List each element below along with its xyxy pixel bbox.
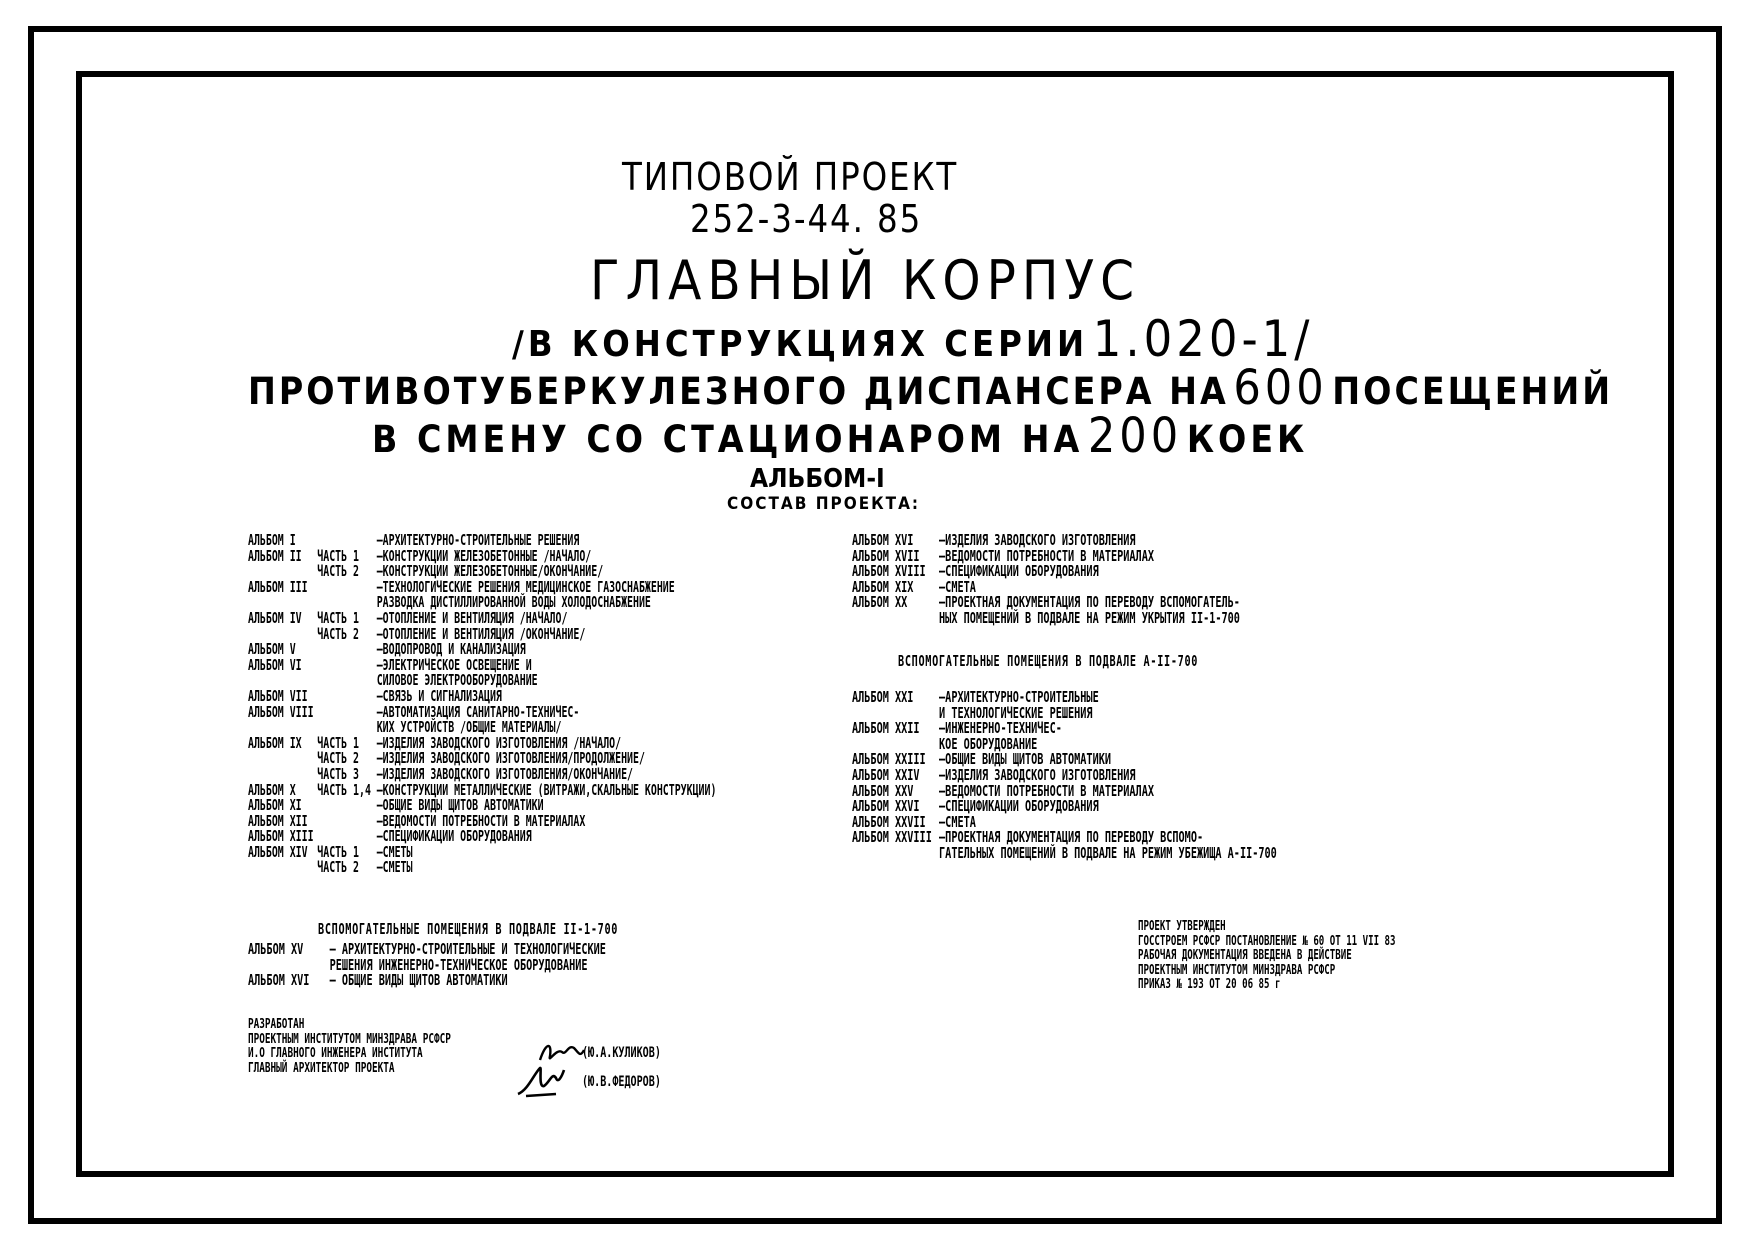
album-title: —АРХИТЕКТУРНО-СТРОИТЕЛЬНЫЕ РЕШЕНИЯ [376, 531, 580, 549]
album-title: —ОТОПЛЕНИЕ И ВЕНТИЛЯЦИЯ /НАЧАЛО/ [376, 608, 568, 627]
building-title: ГЛАВНЫЙ КОРПУС [590, 249, 1141, 312]
album-title: —ВЕДОМОСТИ ПОТРЕБНОСТИ В МАТЕРИАЛАХ [939, 781, 1154, 800]
album-title: —АРХИТЕКТУРНО-СТРОИТЕЛЬНЫЕ [939, 688, 1099, 706]
album-part: ЧАСТЬ 2 [317, 858, 360, 877]
project-type-heading: ТИПОВОЙ ПРОЕКТ [622, 155, 959, 199]
album-part: ЧАСТЬ 2 [317, 749, 360, 768]
album-title: —ПРОЕКТНАЯ ДОКУМЕНТАЦИЯ ПО ПЕРЕВОДУ ВСПОМО- [939, 828, 1204, 847]
album-part [317, 705, 376, 721]
list-item [852, 721, 1277, 737]
album-number [248, 860, 317, 876]
album-title: —ИЗДЕЛИЯ ЗАВОДСКОГО ИЗГОТОВЛЕНИЯ [939, 531, 1136, 549]
album-part: ЧАСТЬ 1 [317, 842, 360, 861]
subtitle-2a: В СМЕНУ СО СТАЦИОНАРОМ НА [372, 418, 1084, 461]
list-item [852, 843, 1277, 862]
developed-line: РАЗРАБОТАН [248, 1017, 305, 1032]
album-number: АЛЬБОМ VI [248, 655, 302, 674]
subtitle-1a: ПРОТИВОТУБЕРКУЛЕЗНОГО ДИСПАНСЕРА НА [248, 370, 1229, 413]
album-part [317, 798, 376, 814]
visits-count: 600 [1233, 360, 1328, 416]
developed-line: ГЛАВНЫЙ АРХИТЕКТОР ПРОЕКТА [248, 1060, 395, 1076]
album-number: АЛЬБОМ XXVIII [852, 828, 932, 847]
album-number: АЛЬБОМ XXVI [852, 797, 920, 816]
album-number: АЛЬБОМ IV [248, 608, 302, 627]
album-part: ЧАСТЬ 1 [317, 733, 360, 752]
album-number: АЛЬБОМ IX [248, 733, 302, 752]
album-title: —АВТОМАТИЗАЦИЯ САНИТАРНО-ТЕХНИЧЕС- [376, 702, 580, 721]
series-line [512, 310, 1314, 368]
album-part: ЧАСТЬ 1 [317, 546, 360, 565]
signature-2 [512, 1060, 574, 1102]
signatory-2: (Ю.В.ФЕДОРОВ) [582, 1074, 661, 1090]
approval-block [1138, 920, 1396, 993]
album-number: АЛЬБОМ V [248, 640, 296, 659]
list-item [248, 860, 716, 876]
album-title: —СПЕЦИФИКАЦИИ ОБОРУДОВАНИЯ [939, 797, 1099, 816]
subtitle-line-1 [248, 360, 1614, 416]
album-title: —ИЗДЕЛИЯ ЗАВОДСКОГО ИЗГОТОВЛЕНИЯ /НАЧАЛО/ [376, 733, 622, 752]
album-title: —ИЗДЕЛИЯ ЗАВОДСКОГО ИЗГОТОВЛЕНИЯ [939, 765, 1136, 784]
project-number: 252-3-44. 85 [690, 197, 923, 241]
album-number: АЛЬБОМ XXII [852, 719, 920, 738]
subtitle-1b: ПОСЕЩЕНИЙ [1332, 370, 1614, 413]
album-part [317, 814, 376, 830]
album-number: АЛЬБОМ VII [248, 686, 308, 705]
album-title: —СПЕЦИФИКАЦИИ ОБОРУДОВАНИЯ [939, 562, 1099, 581]
album-title: —ВЕДОМОСТИ ПОТРЕБНОСТИ В МАТЕРИАЛАХ [939, 546, 1154, 565]
composition-heading: СОСТАВ ПРОЕКТА: [727, 494, 921, 514]
album-title: —ВЕДОМОСТИ ПОТРЕБНОСТИ В МАТЕРИАЛАХ [376, 811, 586, 830]
album-label: АЛЬБОМ-I [750, 464, 885, 494]
album-title: —СПЕЦИФИКАЦИИ ОБОРУДОВАНИЯ [376, 827, 532, 846]
album-number: АЛЬБОМ XXIII [852, 750, 926, 769]
album-part [317, 658, 376, 674]
album-number: АЛЬБОМ XIV [248, 842, 308, 861]
album-title: КОЕ ОБОРУДОВАНИЕ [939, 734, 1038, 753]
album-title: —ОБЩИЕ ВИДЫ ЩИТОВ АВТОМАТИКИ [939, 750, 1111, 769]
album-part [317, 642, 376, 658]
album-title: СИЛОВОЕ ЭЛЕКТРООБОРУДОВАНИЕ [376, 671, 538, 690]
album-number: АЛЬБОМ VIII [248, 702, 314, 721]
album-number: АЛЬБОМ XXV [852, 781, 914, 800]
album-title: —ЭЛЕКТРИЧЕСКОЕ ОСВЕЩЕНИЕ И [376, 655, 532, 674]
developed-block [248, 1018, 451, 1076]
developed-line: ПРОЕКТНЫМ ИНСТИТУТОМ МИНЗДРАВА РСФСР [248, 1031, 451, 1047]
album-title: — ОБЩИЕ ВИДЫ ЩИТОВ АВТОМАТИКИ [329, 971, 508, 990]
album-number: АЛЬБОМ XII [248, 811, 308, 830]
series-prefix: /В КОНСТРУКЦИЯХ СЕРИИ [512, 324, 1089, 365]
developed-line: И.О ГЛАВНОГО ИНЖЕНЕРА ИНСТИТУТА [248, 1046, 423, 1061]
approval-line: ГОССТРОЕМ РСФСР ПОСТАНОВЛЕНИЕ № 60 ОТ 11 VII 83 [1138, 933, 1396, 949]
album-title: ГАТЕЛЬНЫХ ПОМЕЩЕНИЙ В ПОДВАЛЕ НА РЕЖИМ УБЕЖИЩА А-II-700 [939, 843, 1277, 862]
right-album-list [852, 533, 1240, 627]
album-number: АЛЬБОМ XVII [852, 546, 920, 565]
album-title: КИХ УСТРОЙСТВ /ОБЩИЕ МАТЕРИАЛЫ/ [376, 718, 562, 737]
album-title: —СМЕТЫ [376, 842, 413, 861]
album-part [317, 689, 376, 705]
album-number: АЛЬБОМ II [248, 546, 302, 565]
album-title: —ВОДОПРОВОД И КАНАЛИЗАЦИЯ [376, 640, 526, 659]
right-aux-list [852, 690, 1277, 862]
album-title: —ПРОЕКТНАЯ ДОКУМЕНТАЦИЯ ПО ПЕРЕВОДУ ВСПОМОГАТЕЛЬ- [939, 593, 1240, 612]
left-aux-list [248, 942, 606, 989]
subtitle-2b: КОЕК [1186, 418, 1309, 461]
album-number: АЛЬБОМ III [248, 577, 308, 596]
album-part: ЧАСТЬ 3 [317, 764, 360, 783]
album-part [317, 673, 376, 689]
album-part: ЧАСТЬ 2 [317, 624, 360, 643]
album-title: —КОНСТРУКЦИИ МЕТАЛЛИЧЕСКИЕ (ВИТРАЖИ,СКАЛЬНЫЕ КОНСТРУКЦИИ) [376, 780, 717, 799]
album-number: АЛЬБОМ XI [248, 796, 302, 815]
subtitle-line-2 [372, 408, 1309, 464]
album-number: АЛЬБОМ X [248, 780, 296, 799]
left-album-list [248, 533, 716, 876]
album-part: ЧАСТЬ 1 [317, 608, 360, 627]
list-item [852, 608, 1240, 627]
album-number: АЛЬБОМ XXIV [852, 765, 920, 784]
album-part [317, 580, 376, 596]
album-title: —ОБЩИЕ ВИДЫ ЩИТОВ АВТОМАТИКИ [376, 796, 544, 815]
signatory-1: (Ю.А.КУЛИКОВ) [582, 1045, 661, 1061]
beds-count: 200 [1087, 408, 1183, 464]
album-number [852, 846, 939, 862]
album-title: —СМЕТА [939, 812, 976, 831]
album-title: РЕШЕНИЯ ИНЖЕНЕРНО-ТЕХНИЧЕСКОЕ ОБОРУДОВАНИЕ [329, 955, 588, 974]
album-title: — АРХИТЕКТУРНО-СТРОИТЕЛЬНЫЕ И ТЕХНОЛОГИЧЕСКИЕ [329, 940, 606, 958]
album-part: ЧАСТЬ 1,4 [317, 780, 371, 799]
album-number: АЛЬБОМ XXVII [852, 812, 926, 831]
album-title: —ТЕХНОЛОГИЧЕСКИЕ РЕШЕНИЯ МЕДИЦИНСКОЕ ГАЗОСНАБЖЕНИЕ [376, 577, 675, 596]
album-title: —КОНСТРУКЦИИ ЖЕЛЕЗОБЕТОННЫЕ /НАЧАЛО/ [376, 546, 592, 565]
album-number [248, 751, 317, 767]
series-number: 1.020-1/ [1092, 310, 1314, 368]
approval-line: ПРОЕКТНЫМ ИНСТИТУТОМ МИНЗДРАВА РСФСР [1138, 962, 1336, 978]
album-number: АЛЬБОМ XIII [248, 827, 314, 846]
album-title: —ОТОПЛЕНИЕ И ВЕНТИЛЯЦИЯ /ОКОНЧАНИЕ/ [376, 624, 586, 643]
album-title: —ИЗДЕЛИЯ ЗАВОДСКОГО ИЗГОТОВЛЕНИЯ/ПРОДОЛЖЕНИЕ/ [376, 749, 645, 768]
album-title: РАЗВОДКА ДИСТИЛЛИРОВАННОЙ ВОДЫ ХОЛОДОСНАБЖЕНИЕ [376, 593, 651, 612]
approval-line: ПРОЕКТ УТВЕРЖДЕН [1138, 919, 1226, 934]
album-number: АЛЬБОМ XX [852, 593, 908, 612]
album-title: НЫХ ПОМЕЩЕНИЙ В ПОДВАЛЕ НА РЕЖИМ УКРЫТИЯ II-1-700 [939, 608, 1240, 627]
album-title: И ТЕХНОЛОГИЧЕСКИЕ РЕШЕНИЯ [939, 703, 1093, 722]
left-aux-heading: ВСПОМОГАТЕЛЬНЫЕ ПОМЕЩЕНИЯ В ПОДВАЛЕ II-1-700 [318, 920, 619, 938]
album-part: ЧАСТЬ 2 [317, 562, 360, 581]
album-number: АЛЬБОМ XXI [852, 688, 914, 706]
album-number: АЛЬБОМ XIX [852, 577, 914, 596]
album-number: АЛЬБОМ XV [248, 940, 304, 958]
album-title: —СМЕТЫ [376, 858, 413, 877]
album-number: АЛЬБОМ I [248, 531, 296, 549]
album-title: —СМЕТА [939, 577, 976, 596]
list-item [248, 973, 606, 989]
right-aux-heading: ВСПОМОГАТЕЛЬНЫЕ ПОМЕЩЕНИЯ В ПОДВАЛЕ А-II-700 [898, 652, 1199, 670]
approval-line: ПРИКАЗ № 193 ОТ 20 06 85 г [1138, 977, 1281, 992]
album-title: —СВЯЗЬ И СИГНАЛИЗАЦИЯ [376, 686, 502, 705]
album-title: —ИЗДЕЛИЯ ЗАВОДСКОГО ИЗГОТОВЛЕНИЯ/ОКОНЧАНИЕ/ [376, 764, 633, 783]
approval-line: РАБОЧАЯ ДОКУМЕНТАЦИЯ ВВЕДЕНА В ДЕЙСТВИЕ [1138, 948, 1352, 963]
album-number: АЛЬБОМ XVIII [852, 562, 926, 581]
album-number: АЛЬБОМ XVI [852, 531, 914, 549]
album-number: АЛЬБОМ XVI [248, 971, 310, 990]
album-title: —ИНЖЕНЕРНО-ТЕХНИЧЕС- [939, 719, 1062, 738]
album-number [852, 611, 939, 627]
album-title: —КОНСТРУКЦИИ ЖЕЛЕЗОБЕТОННЫЕ/ОКОНЧАНИЕ/ [376, 562, 604, 581]
